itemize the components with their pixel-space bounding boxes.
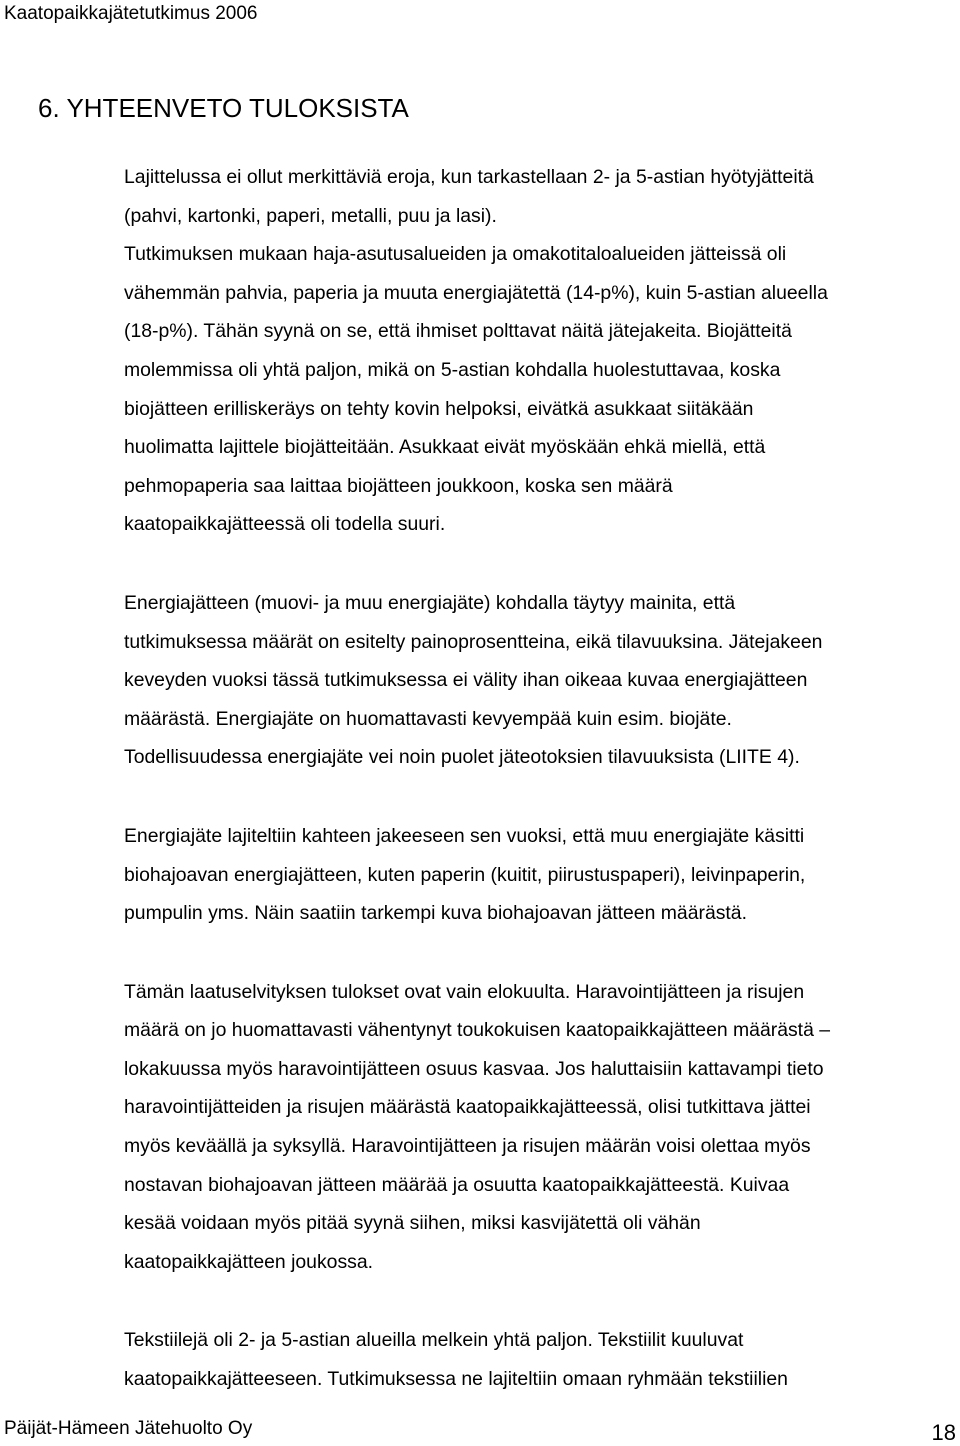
text-line: Tutkimuksen mukaan haja-asutusalueiden ja omakotitaloalueiden jätteissä oli	[124, 243, 787, 266]
text-line: pumpulin yms. Näin saatiin tarkempi kuva biohajoavan jätteen määrästä.	[124, 902, 747, 925]
text-line: huolimatta lajittele biojätteitään. Asukkaat eivät myöskään ehkä miellä, että	[124, 436, 766, 459]
text-line: Energiajäte lajiteltiin kahteen jakeeseen sen vuoksi, että muu energiajäte käsitti	[124, 824, 805, 847]
text-line: Todellisuudessa energiajäte vei noin puolet jäteotoksien tilavuuksista (LIITE 4).	[124, 746, 800, 769]
text-line: määrä on jo huomattavasti vähentynyt toukokuisen kaatopaikkajätteen määrästä –	[124, 1019, 831, 1042]
text-line: kaatopaikkajätteeseen. Tutkimuksessa ne lajiteltiin omaan ryhmään tekstiilien	[124, 1368, 788, 1391]
text-line: keveyden vuoksi tässä tutkimuksessa ei välity ihan oikeaa kuvaa energiajätteen	[124, 669, 808, 692]
text-line: pehmopaperia saa laittaa biojätteen joukkoon, koska sen määrä	[124, 474, 673, 497]
text-line: määrästä. Energiajäte on huomattavasti kevyempää kuin esim. biojäte.	[124, 707, 732, 730]
text-line: Tekstiilejä oli 2- ja 5-astian alueilla melkein yhtä paljon. Tekstiilit kuuluvat	[124, 1329, 744, 1352]
text-line: kaatopaikkajätteen joukossa.	[124, 1250, 374, 1273]
paragraph-2	[124, 584, 954, 777]
text-line: myös keväällä ja syksyllä. Haravointijätteen ja risujen määrän voisi olettaa myös	[124, 1135, 811, 1158]
text-line: kesää voidaan myös pitää syynä siihen, miksi kasvijätettä oli vähän	[124, 1212, 701, 1235]
page-number: 18	[931, 1420, 956, 1445]
section-heading: 6. YHTEENVETO TULOKSISTA	[38, 93, 409, 123]
paragraph-5	[124, 1321, 954, 1398]
body-text	[124, 158, 954, 1399]
text-line: tutkimuksessa määrät on esitelty painoprosentteina, eikä tilavuuksina. Jätejakeen	[124, 630, 823, 653]
text-line: Lajittelussa ei ollut merkittäviä eroja, kun tarkastellaan 2- ja 5-astian hyötyjätteitä	[124, 166, 814, 188]
text-line: biojätteen erilliskeräys on tehty kovin helpoksi, eivätkä asukkaat siitäkään	[124, 397, 754, 420]
text-line: kaatopaikkajätteessä oli todella suuri.	[124, 513, 446, 536]
text-line: vähemmän pahvia, paperia ja muuta energiajätettä (14-p%), kuin 5-astian alueella	[124, 281, 828, 304]
text-line: Energiajätteen (muovi- ja muu energiajäte) kohdalla täytyy mainita, että	[124, 591, 736, 614]
footer-organization: Päijät-Hämeen Jätehuolto Oy	[4, 1418, 253, 1439]
text-line: nostavan biohajoavan jätteen määrää ja osuutta kaatopaikkajätteestä. Kuivaa	[124, 1173, 790, 1196]
running-header: Kaatopaikkajätetutkimus 2006	[4, 3, 258, 24]
paragraph-3	[124, 817, 954, 933]
text-line: lokakuussa myös haravointijätteen osuus kasvaa. Jos haluttaisiin kattavampi tieto	[124, 1057, 824, 1080]
text-line: haravointijätteiden ja risujen määrästä kaatopaikkajätteessä, olisi tutkittava jättei	[124, 1096, 811, 1119]
text-line: (18-p%). Tähän syynä on se, että ihmiset polttavat näitä jätejakeita. Biojätteitä	[124, 320, 792, 343]
paragraph-4	[124, 973, 954, 1282]
text-line: (pahvi, kartonki, paperi, metalli, puu ja lasi).	[124, 204, 497, 227]
text-line: biohajoavan energiajätteen, kuten paperin (kuitit, piirustuspaperi), leivinpaperin,	[124, 863, 806, 886]
text-line: Tämän laatuselvityksen tulokset ovat vain elokuulta. Haravointijätteen ja risujen	[124, 980, 805, 1003]
paragraph-1	[124, 158, 954, 544]
text-line: molemmissa oli yhtä paljon, mikä on 5-astian kohdalla huolestuttavaa, koska	[124, 358, 781, 381]
